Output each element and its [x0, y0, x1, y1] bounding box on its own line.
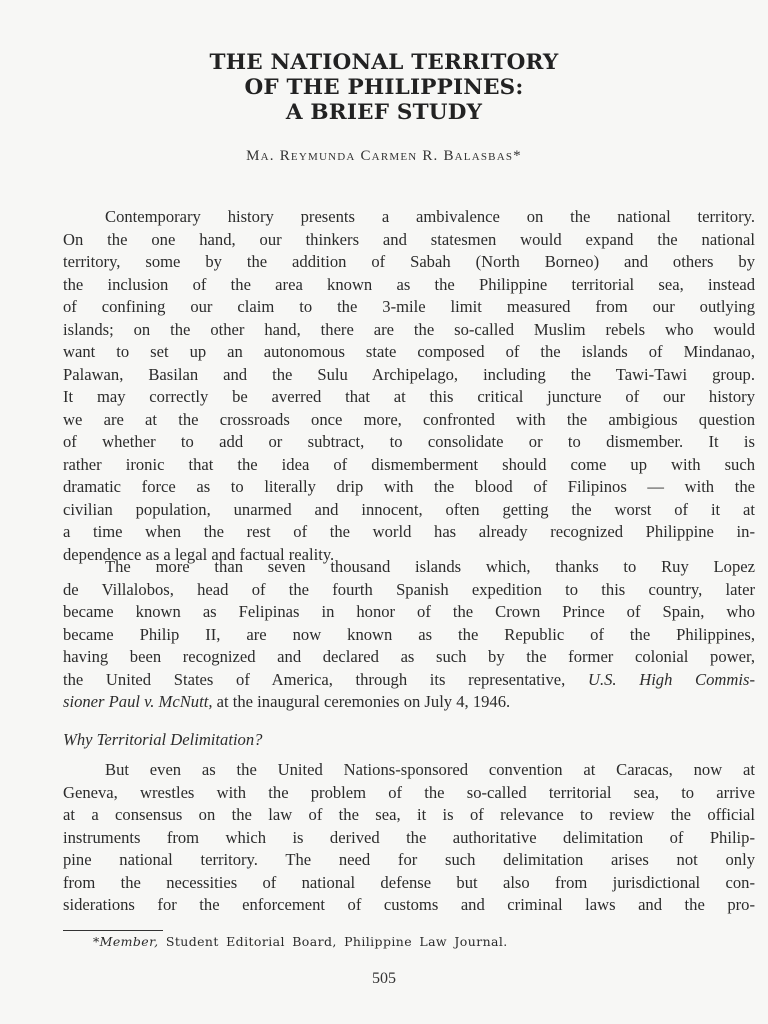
text-line: of confining our claim to the 3-mile limit measured from our outlying [63, 297, 755, 316]
text-line: It may correctly be averred that at this critical juncture of our history [63, 387, 755, 406]
text-line: from the necessities of national defense but also from jurisdictional con- [63, 872, 755, 892]
text-line: became Philip II, are now known as the Republic of the Philippines, [63, 624, 755, 644]
text-line [63, 669, 755, 692]
text-line: the inclusion of the area known as the Philippine territorial sea, instead [63, 274, 755, 294]
article-title [0, 50, 768, 125]
text-line: we are at the crossroads once more, confronted with the ambigious question [63, 409, 755, 429]
title-line-3: A BRIEF STUDY [285, 100, 483, 125]
text-segment: at the inaugural ceremonies on July 4, 1946. [212, 692, 511, 711]
paragraph-delimitation [63, 759, 755, 917]
text-line: dependence as a legal and factual reality. [63, 544, 335, 564]
text-line: dramatic force as to literally drip with the blood of Filipinos — with the [63, 477, 755, 496]
text-line: territory, some by the addition of Sabah (North Borneo) and others by [63, 252, 755, 271]
text-line: On the one hand, our thinkers and statesmen would expand the national [63, 229, 755, 249]
text-line: became known as Felipinas in honor of the Crown Prince of Spain, who [63, 602, 755, 621]
text-line: But even as the United Nations-sponsored convention at Caracas, now at [105, 760, 755, 779]
text-line: at a consensus on the law of the sea, it is of relevance to review the official [63, 805, 755, 824]
text-line: Palawan, Basilan and the Sulu Archipelago, including the Tawi-Tawi group. [63, 364, 755, 384]
footnote [93, 934, 508, 949]
paragraph-islands [63, 556, 755, 714]
text-line: The more than seven thousand islands which, thanks to Ruy Lopez [105, 557, 755, 576]
title-line-1: THE NATIONAL TERRITORY [209, 50, 559, 75]
italic-segment: U.S. High Commis- [587, 669, 755, 689]
text-line: de Villalobos, head of the fourth Spanish expedition to this country, later [63, 579, 755, 599]
text-line: having been recognized and declared as such by the former colonial power, [63, 647, 755, 666]
text-line: a time when the rest of the world has already recognized Philippine in- [63, 522, 755, 541]
text-segment: the United States of America, through its representative, [63, 669, 588, 689]
paragraph-intro [63, 206, 755, 566]
author-byline: Ma. Reymunda Carmen R. Balasbas* [246, 148, 522, 164]
footnote-text: Student Editorial Board, Philippine Law Journal. [158, 934, 508, 949]
text-line: siderations for the enforcement of customs and criminal laws and the pro- [63, 895, 755, 914]
text-line: want to set up an autonomous state composed of the islands of Mindanao, [63, 342, 755, 361]
text-line: instruments from which is derived the authoritative delimitation of Philip- [63, 827, 755, 847]
text-line [63, 691, 755, 714]
text-line: pine national territory. The need for such delimitation arises not only [63, 850, 755, 869]
page-number: 505 [372, 970, 396, 987]
text-line: Contemporary history presents a ambivalence on the national territory. [105, 207, 755, 226]
section-heading: Why Territorial Delimitation? [63, 730, 263, 749]
italic-segment: sioner Paul v. McNutt, [63, 692, 213, 711]
text-line: rather ironic that the idea of dismemberment should come up with such [63, 454, 755, 474]
title-line-2: OF THE PHILIPPINES: [244, 75, 524, 100]
text-line: islands; on the other hand, there are the so-called Muslim rebels who would [63, 319, 755, 339]
footnote-divider [63, 930, 163, 931]
text-line: Geneva, wrestles with the problem of the so-called territorial sea, to arrive [63, 782, 755, 802]
footnote-marker: * [93, 934, 100, 949]
text-line: civilian population, unarmed and innocent, often getting the worst of it at [63, 499, 755, 519]
footnote-italic: Member, [99, 934, 159, 949]
text-line: of whether to add or subtract, to consolidate or to dismember. It is [63, 432, 755, 451]
